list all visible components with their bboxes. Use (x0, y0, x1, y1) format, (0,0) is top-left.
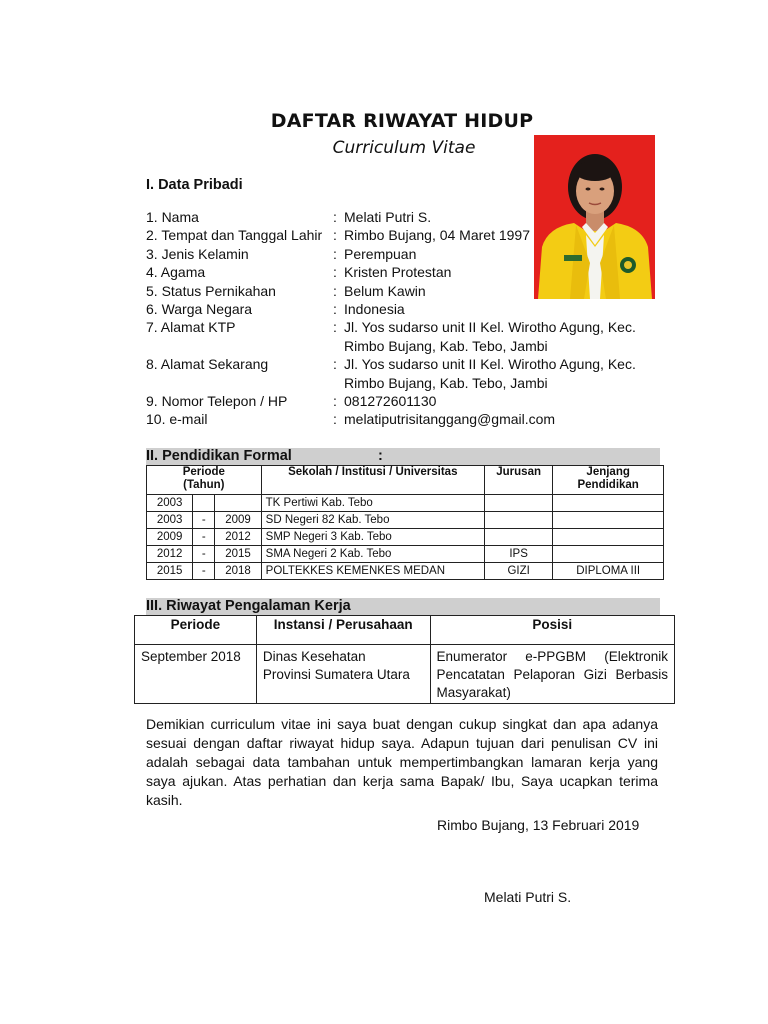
field-colon: : (333, 246, 337, 262)
section-education-heading: II. Pendidikan Formal (146, 448, 292, 464)
field-colon: : (333, 393, 337, 409)
cell-dash: - (193, 546, 215, 563)
field-label: 8. Alamat Sekarang (146, 356, 269, 372)
cell-school: SMA Negeri 2 Kab. Tebo (261, 546, 484, 563)
work-table (134, 615, 675, 704)
table-row (147, 546, 664, 563)
col-periode (147, 466, 262, 495)
instansi-line: Provinsi Sumatera Utara (262, 667, 410, 682)
cell-start: 2009 (147, 529, 193, 546)
field-label: 6. Warga Negara (146, 301, 253, 317)
field-colon: : (333, 301, 337, 317)
col-jenjang-sub: Pendidikan (577, 479, 639, 491)
field-value: Rimbo Bujang, Kab. Tebo, Jambi (344, 338, 548, 354)
person-photo-icon (534, 135, 655, 299)
cell-major: GIZI (484, 563, 552, 580)
closing-paragraph: Demikian curriculum vitae ini saya buat dengan cukup singkat dan apa adanya sesuai dengan daftar riwayat hidup saya. Adapun tujuan dari penulisan CV ini adalah sebagai data tambahan untuk mempertimbangkan lamaran kerja yang saya ajukan. Atas perhatian dan kerja sama Bapak/ Ibu, Saya ucapkan terima kasih. (146, 716, 658, 808)
section-education-colon: : (378, 448, 383, 464)
cell-dash: - (193, 529, 215, 546)
section-work-heading: III. Riwayat Pengalaman Kerja (146, 598, 351, 614)
field-colon: : (333, 227, 337, 243)
signature-place-date: Rimbo Bujang, 13 Februari 2019 (437, 817, 640, 833)
cell-work-instansi (256, 645, 430, 704)
cell-start: 2003 (147, 495, 193, 512)
field-label: 9. Nomor Telepon / HP (146, 393, 288, 409)
cell-major (484, 529, 552, 546)
cell-end: 2015 (215, 546, 261, 563)
field-value: Perempuan (344, 246, 417, 262)
cell-school: SMP Negeri 3 Kab. Tebo (261, 529, 484, 546)
field-colon: : (333, 319, 337, 335)
field-colon: : (333, 411, 337, 427)
field-value: Indonesia (344, 301, 405, 317)
field-value: Jl. Yos sudarso unit II Kel. Wirotho Agung, Kec. (344, 319, 636, 335)
work-header-row (135, 616, 675, 645)
col-periode-label: Periode (182, 466, 225, 478)
col-jurusan: Jurusan (484, 466, 552, 495)
cell-start: 2015 (147, 563, 193, 580)
col-jenjang-label: Jenjang (586, 466, 630, 478)
col-sekolah: Sekolah / Institusi / Universitas (261, 466, 484, 495)
table-row (147, 495, 664, 512)
field-label: 1. Nama (146, 209, 199, 225)
cell-dash: - (193, 563, 215, 580)
cell-end (215, 495, 261, 512)
field-label: 5. Status Pernikahan (146, 283, 276, 299)
table-row (135, 645, 675, 704)
field-colon: : (333, 356, 337, 372)
field-label: 2. Tempat dan Tanggal Lahir (146, 227, 323, 243)
education-table (146, 465, 664, 580)
cell-start: 2012 (147, 546, 193, 563)
field-label: 4. Agama (146, 264, 206, 280)
col-work-posisi: Posisi (430, 616, 674, 645)
profile-photo (534, 135, 655, 299)
cell-major: IPS (484, 546, 552, 563)
signature-name: Melati Putri S. (484, 889, 572, 905)
cell-end: 2009 (215, 512, 261, 529)
cell-major (484, 495, 552, 512)
cell-school: POLTEKKES KEMENKES MEDAN (261, 563, 484, 580)
field-colon: : (333, 283, 337, 299)
cell-major (484, 512, 552, 529)
table-row (147, 512, 664, 529)
field-value: Jl. Yos sudarso unit II Kel. Wirotho Agung, Kec. (344, 356, 636, 372)
cell-level (553, 512, 664, 529)
posisi-line: Enumerator e-PPGBM (Elektronik (436, 649, 668, 664)
education-header-row (147, 466, 664, 495)
cell-school: TK Pertiwi Kab. Tebo (261, 495, 484, 512)
field-value: melatiputrisitanggang@gmail.com (344, 411, 556, 427)
field-value: Rimbo Bujang, Kab. Tebo, Jambi (344, 375, 548, 391)
cell-end: 2012 (215, 529, 261, 546)
col-jenjang (553, 466, 664, 495)
cell-end: 2018 (215, 563, 261, 580)
col-work-periode: Periode (135, 616, 257, 645)
col-periode-sub: (Tahun) (183, 479, 225, 491)
cell-work-periode: September 2018 (135, 645, 257, 704)
cell-dash: - (193, 512, 215, 529)
cell-start: 2003 (147, 512, 193, 529)
table-row (147, 529, 664, 546)
instansi-line: Dinas Kesehatan (262, 649, 366, 664)
field-label: 3. Jenis Kelamin (146, 246, 249, 262)
posisi-line: Pencatatan Pelaporan Gizi Berbasis (436, 667, 668, 682)
cell-level (553, 529, 664, 546)
field-value: Rimbo Bujang, 04 Maret 1997 (344, 227, 530, 243)
document-title: DAFTAR RIWAYAT HIDUP (270, 110, 534, 132)
section-personal-heading: I. Data Pribadi (146, 177, 243, 193)
field-value: Melati Putri S. (344, 209, 432, 225)
cell-level: DIPLOMA III (553, 563, 664, 580)
cell-work-posisi (430, 645, 674, 704)
field-colon: : (333, 264, 337, 280)
col-work-instansi: Instansi / Perusahaan (256, 616, 430, 645)
cell-dash (193, 495, 215, 512)
field-value: 081272601130 (344, 393, 437, 409)
cell-school: SD Negeri 82 Kab. Tebo (261, 512, 484, 529)
field-value: Belum Kawin (344, 283, 426, 299)
cell-level (553, 546, 664, 563)
document-subtitle: Curriculum Vitae (332, 138, 476, 158)
field-value: Kristen Protestan (344, 264, 452, 280)
table-row (147, 563, 664, 580)
field-label: 10. e-mail (146, 411, 208, 427)
field-colon: : (333, 209, 337, 225)
section-education-bar (146, 448, 660, 465)
cell-level (553, 495, 664, 512)
section-work-bar (146, 598, 660, 615)
field-label: 7. Alamat KTP (146, 319, 236, 335)
posisi-line: Masyarakat) (436, 685, 511, 700)
